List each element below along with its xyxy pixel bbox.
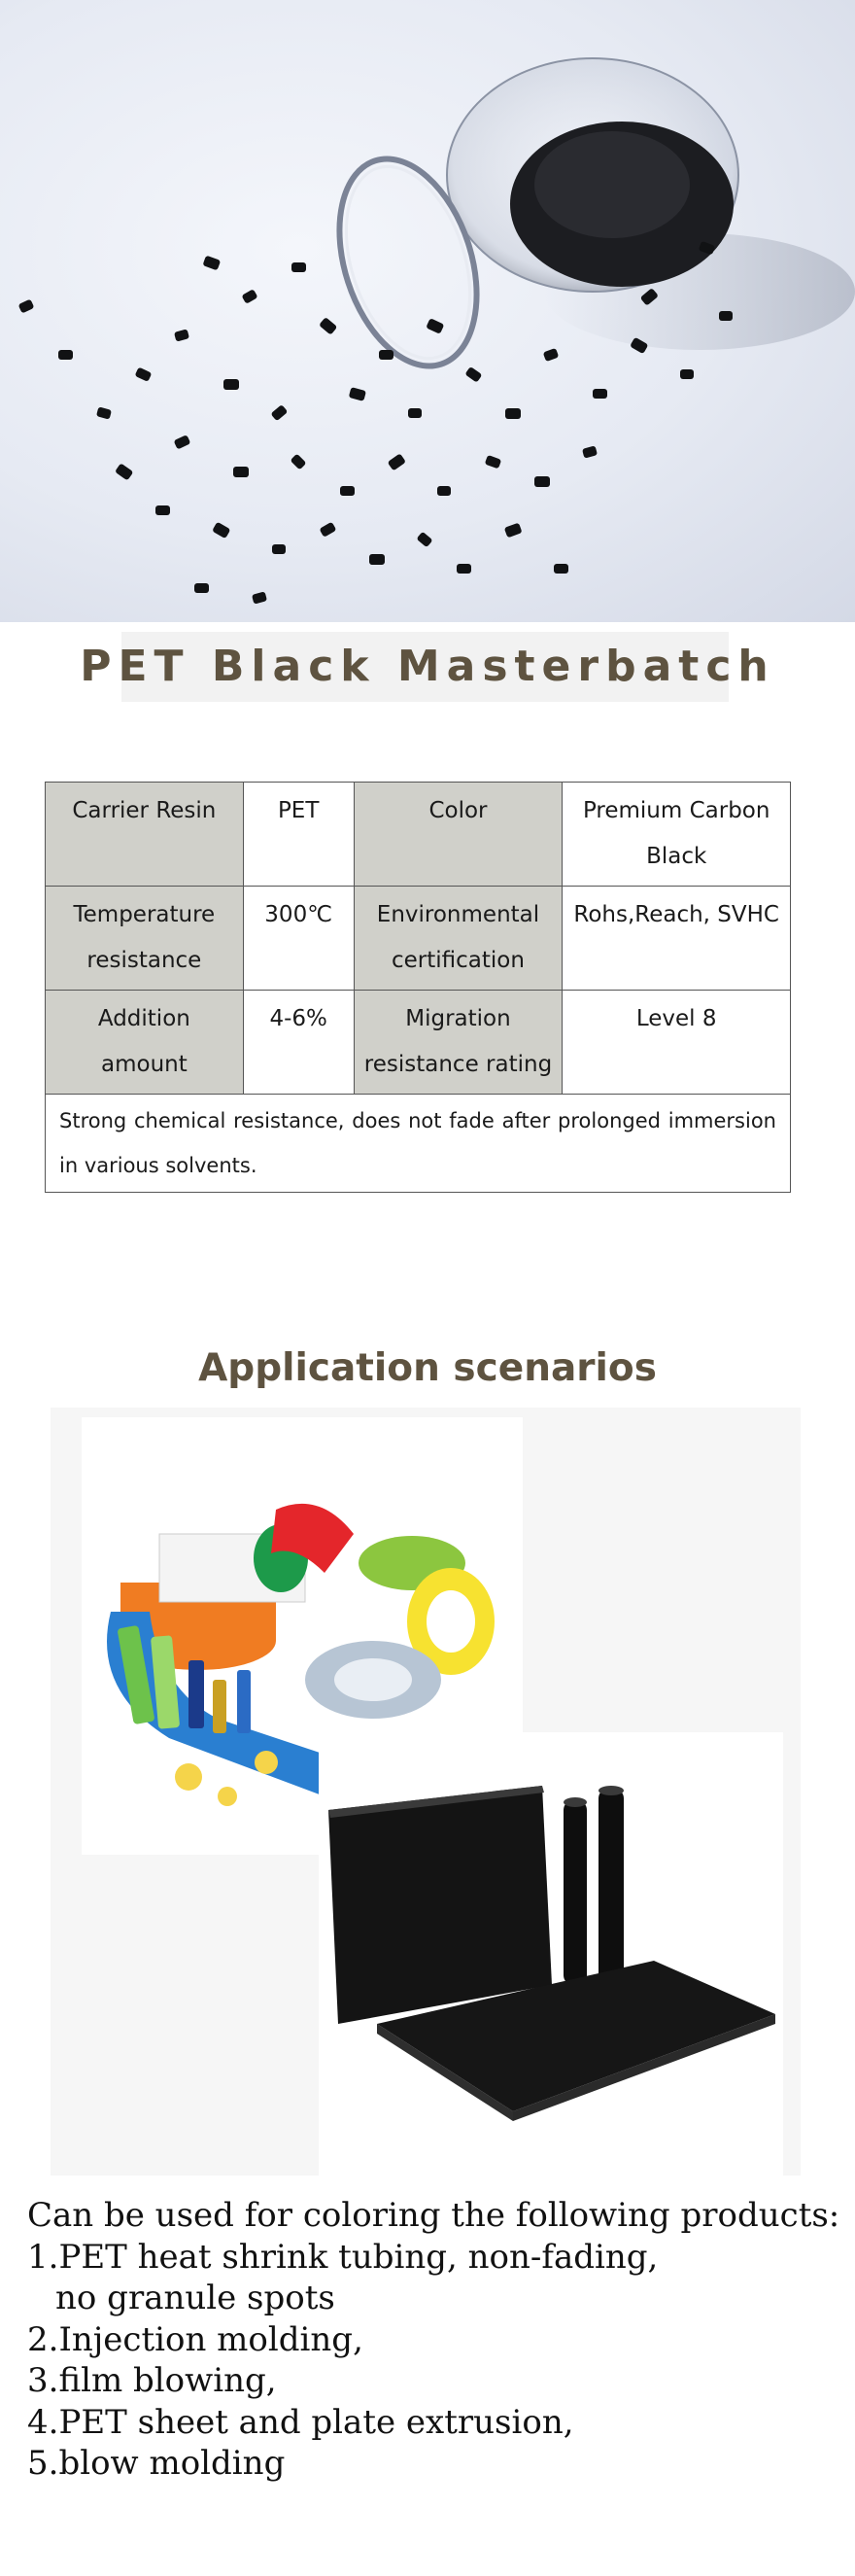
addition-value: 4-6% xyxy=(243,991,354,1095)
spec-table xyxy=(45,782,791,1193)
color-label: Color xyxy=(354,783,563,887)
migration-label: Migration resistance rating xyxy=(354,991,563,1095)
table-row xyxy=(46,1095,791,1193)
usage-intro: Can be used for coloring the following products: xyxy=(27,2196,840,2235)
pet-sheets-image xyxy=(319,1732,783,2176)
list-item: 3.film blowing, xyxy=(27,2361,277,2400)
addition-label: Addition amount xyxy=(46,991,244,1095)
carrier-resin-value: PET xyxy=(243,783,354,887)
black-pellets-illustration xyxy=(0,0,855,622)
color-value: Premium Carbon Black xyxy=(563,783,791,887)
certification-label: Environmental certification xyxy=(354,887,563,991)
list-item: 2.Injection molding, xyxy=(27,2319,363,2359)
hero-image xyxy=(0,0,855,622)
table-row xyxy=(46,783,791,887)
temperature-value: 300℃ xyxy=(243,887,354,991)
table-row xyxy=(46,991,791,1095)
migration-value: Level 8 xyxy=(563,991,791,1095)
table-note: Strong chemical resistance, does not fade after prolonged immersion in various solvents. xyxy=(46,1095,791,1193)
temperature-label: Temperature resistance xyxy=(46,887,244,991)
usage-list xyxy=(27,2195,843,2485)
page-title: PET Black Masterbatch xyxy=(80,642,775,691)
list-item: 1.PET heat shrink tubing, non-fading, xyxy=(27,2237,659,2277)
list-item: 5.blow molding xyxy=(27,2444,286,2483)
application-title: Application scenarios xyxy=(198,1346,657,1390)
list-item: no granule spots xyxy=(55,2279,335,2317)
carrier-resin-label: Carrier Resin xyxy=(46,783,244,887)
pet-sheets-illustration xyxy=(319,1732,783,2176)
table-row xyxy=(46,887,791,991)
list-item: 4.PET sheet and plate extrusion, xyxy=(27,2402,574,2442)
certification-value: Rohs,Reach, SVHC xyxy=(563,887,791,991)
